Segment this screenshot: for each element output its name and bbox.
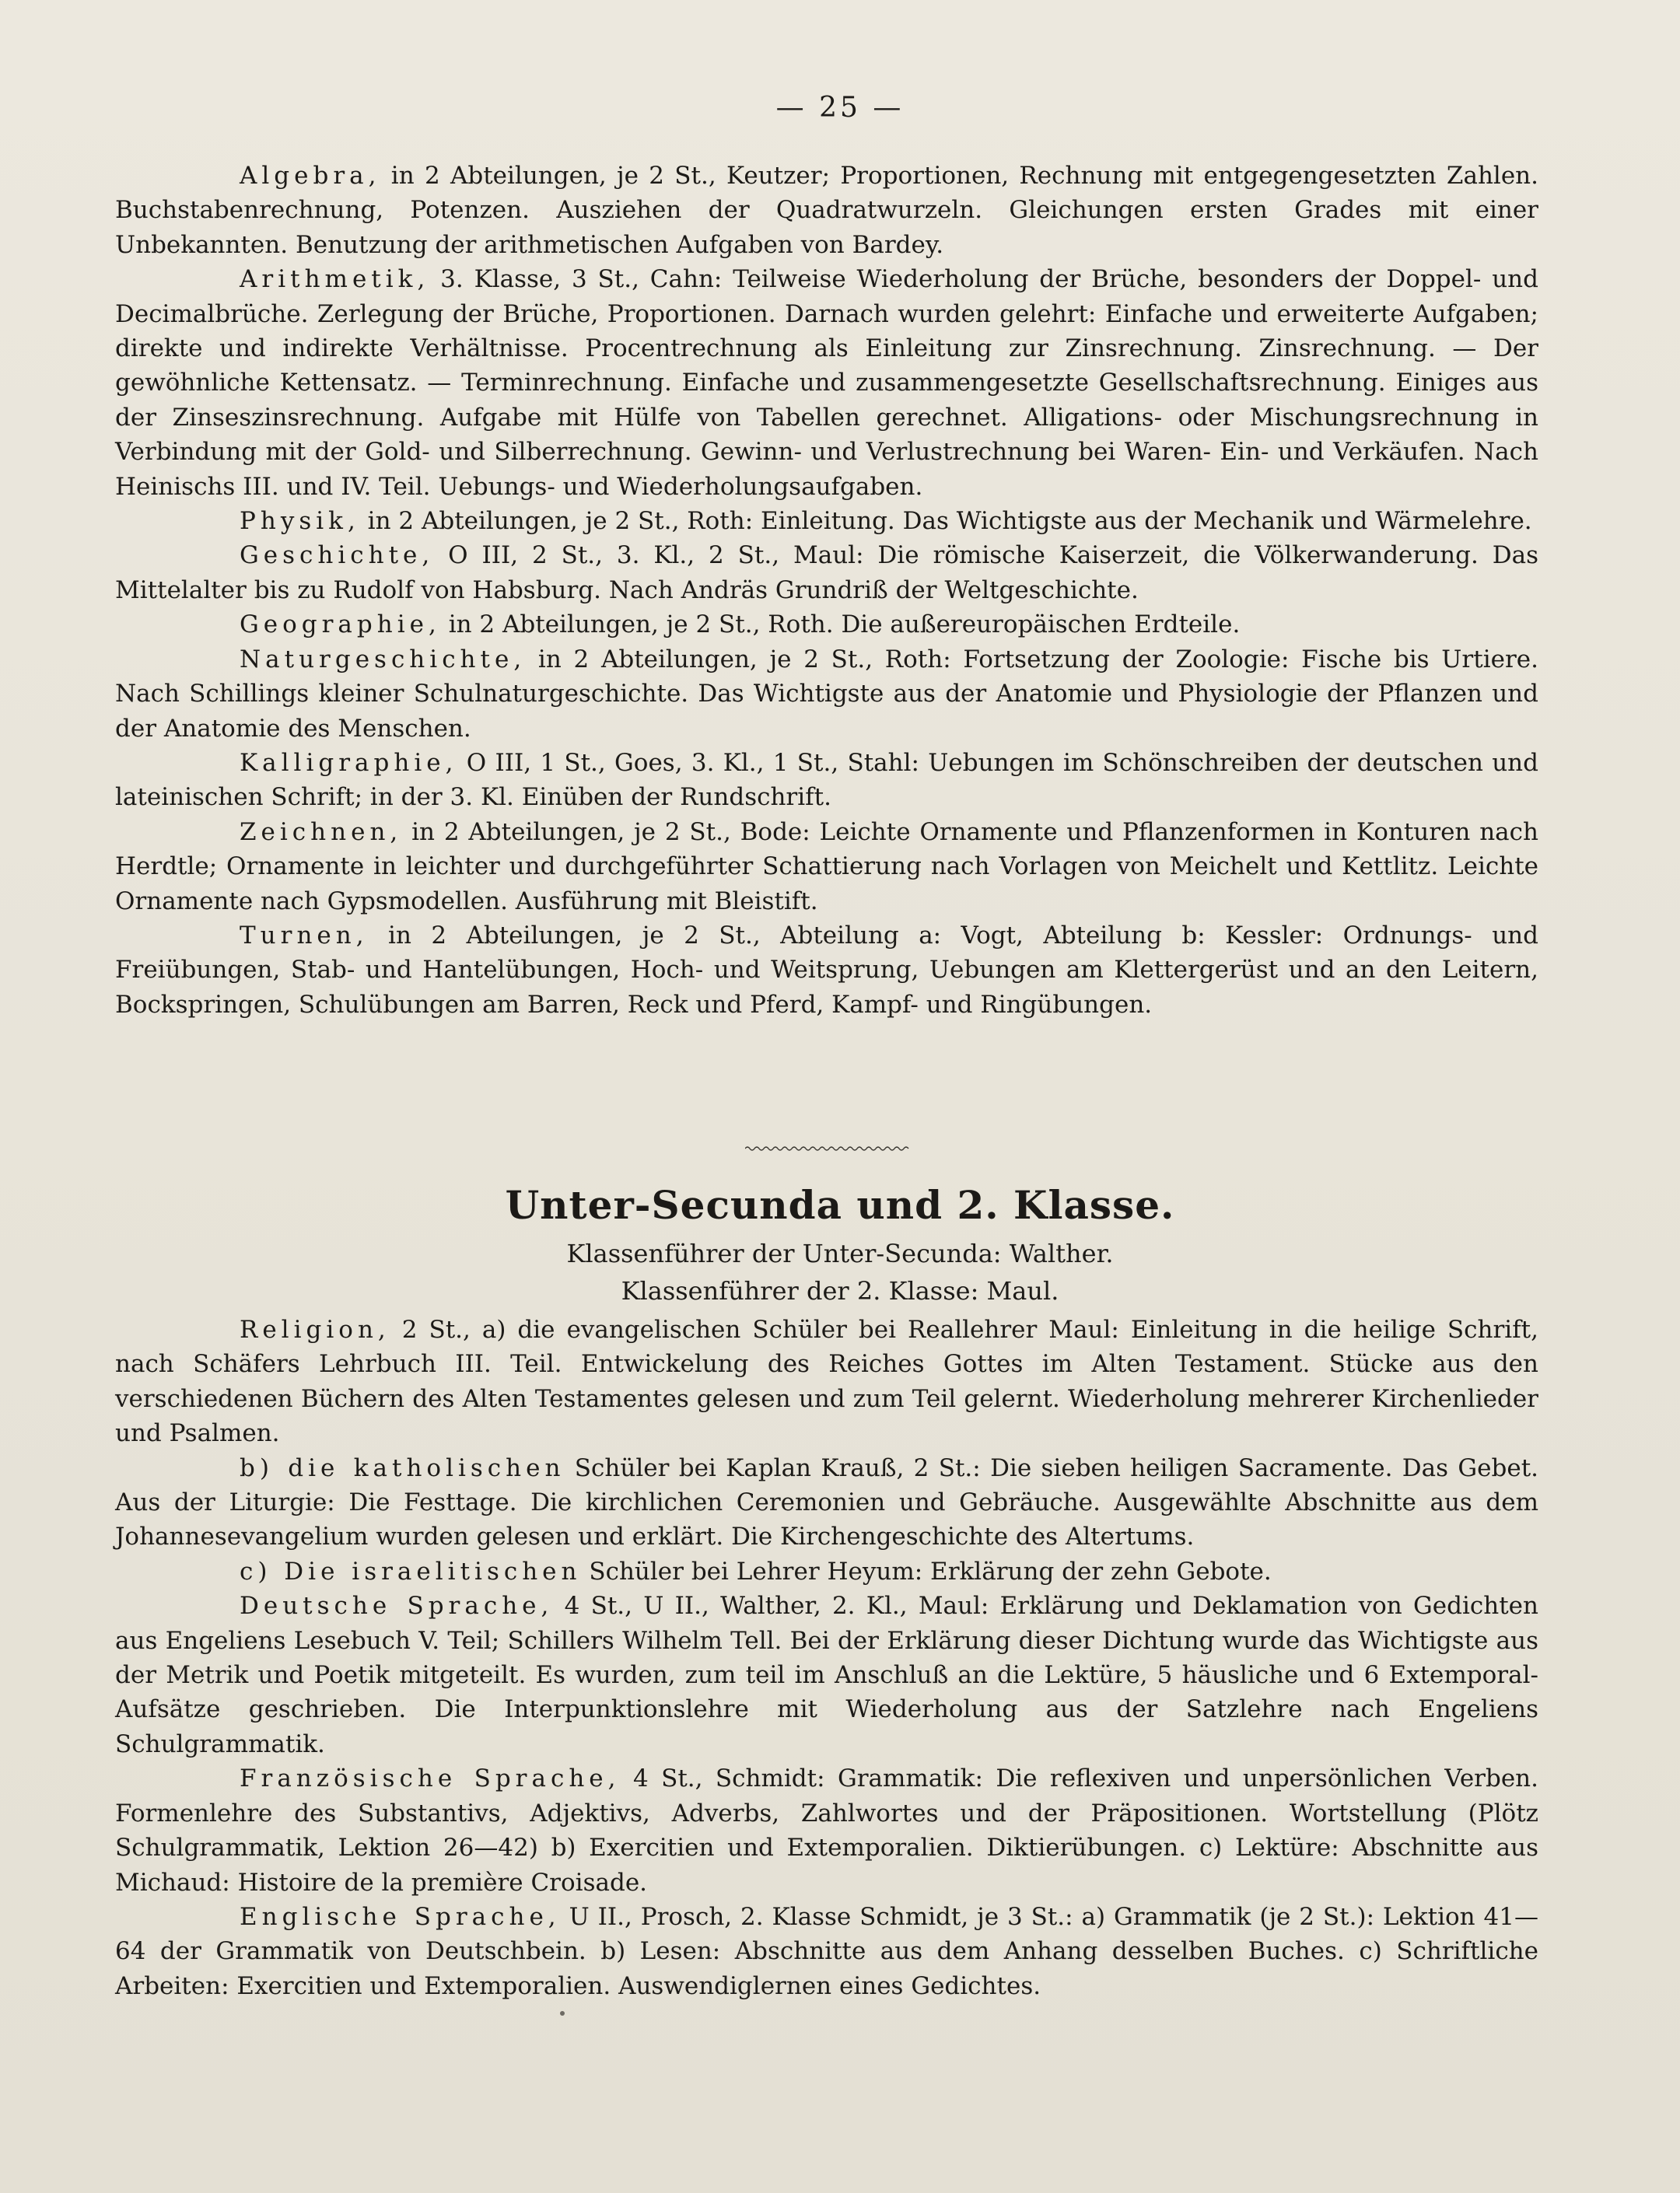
subject-lead: c) Die israelitischen: [240, 1557, 582, 1586]
subject-lead: Kalligraphie,: [240, 748, 458, 777]
paragraph-kalligraphie: [115, 746, 1538, 815]
section-1-text: [115, 159, 1538, 1022]
paragraph-geschichte: [115, 538, 1538, 607]
subject-lead: b) die katholischen: [240, 1453, 565, 1482]
paragraph-text: in 2 Abteilungen, je 2 St., Bode: Leichte Ornamente und Pflanzenformen in Konturen nach Herdtle; Ornamente in leichter und durchgeführter Schattierung nach Vorlagen von Meichelt und Kettlitz. Leichte Ornamente nach Gypsmodellen. Ausführung mit Bleistift.: [115, 817, 1538, 915]
subject-lead: Arithmetik,: [240, 265, 430, 294]
subject-lead: Geographie,: [240, 610, 441, 639]
subject-lead: Religion,: [240, 1316, 390, 1344]
paragraph-turnen: [115, 918, 1538, 1022]
subject-lead: Englische Sprache,: [240, 1902, 561, 1931]
paragraph-physik: [115, 504, 1538, 538]
print-speck: [560, 2011, 565, 2016]
paragraph-text: O III, 1 St., Goes, 3. Kl., 1 St., Stahl: Uebungen im Schönschreiben der deutschen und lateinischen Schrift; in der 3. Kl. Einüben der Rundschrift.: [115, 748, 1538, 812]
paragraph-algebra: [115, 159, 1538, 262]
paragraph-religion: [115, 1313, 1538, 1451]
paragraph-religion-katholisch: [115, 1451, 1538, 1555]
subject-lead: Turnen,: [240, 921, 369, 950]
paragraph-text: Schüler bei Kaplan Krauß, 2 St.: Die sieben heiligen Sacramente. Das Gebet. Aus der Liturgie: Die Festtage. Die kirchlichen Ceremonien und Gebräuche. Ausgewählte Abschnitte aus dem Johannesevangelium wurden gelesen und erklärt. Die Kirchengeschichte des Altertums.: [115, 1453, 1538, 1551]
class-leader-unter-secunda: Klassenführer der Unter-Secunda: Walther.: [566, 1239, 1114, 1268]
subject-lead: Französische Sprache,: [240, 1765, 621, 1793]
subject-lead: Zeichnen,: [240, 817, 403, 846]
paragraph-text: 4 St., U II., Walther, 2. Kl., Maul: Erklärung und Deklamation von Gedichten aus Engeliens Lesebuch V. Teil; Schillers Wilhelm Tell. Bei der Erklärung dieser Dichtung wurde das Wichtigste aus der Metrik und Poetik mitgeteilt. Es wurden, zum teil im Anschluß an die Lektüre, 5 häusliche und 6 Extemporal-Aufsätze geschrieben. Die Interpunktionslehre mit Wiederholung aus der Satzlehre nach Engeliens Schulgrammatik.: [115, 1592, 1538, 1758]
paragraph-text: U II., Prosch, 2. Klasse Schmidt, je 3 St.: a) Grammatik (je 2 St.): Lektion 41—64 der Grammatik von Deutschbein. b) Lesen: Abschnitte aus dem Anhang desselben Buches. c) Schriftliche Arbeiten: Exercitien und Extemporalien. Auswendiglernen eines Gedichtes.: [115, 1902, 1538, 2000]
paragraph-franzoesisch: [115, 1761, 1538, 1900]
paragraph-naturgeschichte: [115, 642, 1538, 746]
subject-lead: Physik,: [240, 507, 360, 536]
paragraph-text: Schüler bei Lehrer Heyum: Erklärung der zehn Gebote.: [581, 1557, 1272, 1586]
subject-lead: Naturgeschichte,: [240, 645, 527, 673]
paragraph-text: in 2 Abteilungen, je 2 St., Keutzer; Proportionen, Rechnung mit entgegengesetzten Zahlen. Buchstabenrechnung, Potenzen. Ausziehen der Quadratwurzeln. Gleichungen ersten Grades mit einer Unbekannten. Benutzung der arithmetischen Aufgaben von Bardey.: [115, 162, 1538, 259]
class-leader-2-klasse: Klassenführer der 2. Klasse: Maul.: [621, 1276, 1059, 1306]
wavy-separator: [745, 1145, 910, 1152]
paragraph-englisch: [115, 1900, 1538, 2003]
section-heading: Unter-Secunda und 2. Klasse.: [505, 1182, 1175, 1228]
paragraph-text: 2 St., a) die evangelischen Schüler bei Reallehrer Maul: Einleitung in die heilige Schrift, nach Schäfers Lehrbuch III. Teil. Entwickelung des Reiches Gottes im Alten Testament. Stücke aus den verschiedenen Büchern des Alten Testamentes gelesen und zum Teil gelernt. Wiederholung mehrerer Kirchenlieder und Psalmen.: [115, 1316, 1538, 1448]
subject-lead: Deutsche Sprache,: [240, 1592, 554, 1621]
paragraph-text: 3. Klasse, 3 St., Cahn: Teilweise Wiederholung der Brüche, besonders der Doppel- und Decimalbrüche. Zerlegung der Brüche, Proportionen. Darnach wurden gelehrt: Einfache und erweiterte Aufgaben; direkte und indirekte Verhältnisse. Procentrechnung als Einleitung zur Zinsrechnung. Zinsrechnung. — Der gewöhnliche Kettensatz. — Terminrechnung. Einfache und zusammengesetzte Gesellschaftsrechnung. Einiges aus der Zinseszinsrechnung. Aufgabe mit Hülfe von Tabellen gerechnet. Alligations- oder Mischungsrechnung in Verbindung mit der Gold- und Silberrechnung. Gewinn- und Verlustrechnung bei Waren- Ein- und Verkäufen. Nach Heinischs III. und IV. Teil. Uebungs- und Wiederholungsaufgaben.: [115, 265, 1538, 501]
section-2-text: [115, 1313, 1538, 2003]
paragraph-zeichnen: [115, 815, 1538, 918]
paragraph-text: 4 St., Schmidt: Grammatik: Die reflexiven und unpersönlichen Verben. Formenlehre des Substantivs, Adjektivs, Adverbs, Zahlwortes und der Präpositionen. Wortstellung (Plötz Schulgrammatik, Lektion 26—42) b) Exercitien und Extemporalien. Diktierübungen. c) Lektüre: Abschnitte aus Michaud: Histoire de la première Croisade.: [115, 1765, 1538, 1897]
page-number: — 25 —: [775, 92, 905, 124]
paragraph-text: O III, 2 St., 3. Kl., 2 St., Maul: Die römische Kaiserzeit, die Völkerwanderung. Das Mittelalter bis zu Rudolf von Habsburg. Nach Andräs Grundriß der Weltgeschichte.: [115, 541, 1538, 604]
paragraph-arithmetik: [115, 262, 1538, 504]
paragraph-text: in 2 Abteilungen, je 2 St., Roth: Fortsetzung der Zoologie: Fische bis Urtiere. Nach Schillings kleiner Schulnaturgeschichte. Das Wichtigste aus der Anatomie und Physiologie der Pflanzen und der Anatomie des Menschen.: [115, 645, 1538, 743]
paragraph-deutsch: [115, 1589, 1538, 1761]
paragraph-geographie: [115, 607, 1538, 642]
paragraph-text: in 2 Abteilungen, je 2 St., Abteilung a: Vogt, Abteilung b: Kessler: Ordnungs- und Freiübungen, Stab- und Hantelübungen, Hoch- und Weitsprung, Uebungen am Klettergerüst und an den Leitern, Bockspringen, Schulübungen am Barren, Reck und Pferd, Kampf- und Ringübungen.: [115, 921, 1538, 1019]
subject-lead: Geschichte,: [240, 541, 435, 570]
subject-lead: Algebra,: [240, 162, 381, 190]
paragraph-religion-israelitisch: [115, 1555, 1538, 1589]
paragraph-text: in 2 Abteilungen, je 2 St., Roth. Die außereuropäischen Erdteile.: [440, 610, 1241, 639]
paragraph-text: in 2 Abteilungen, je 2 St., Roth: Einleitung. Das Wichtigste aus der Mechanik und Wärmelehre.: [359, 507, 1532, 536]
